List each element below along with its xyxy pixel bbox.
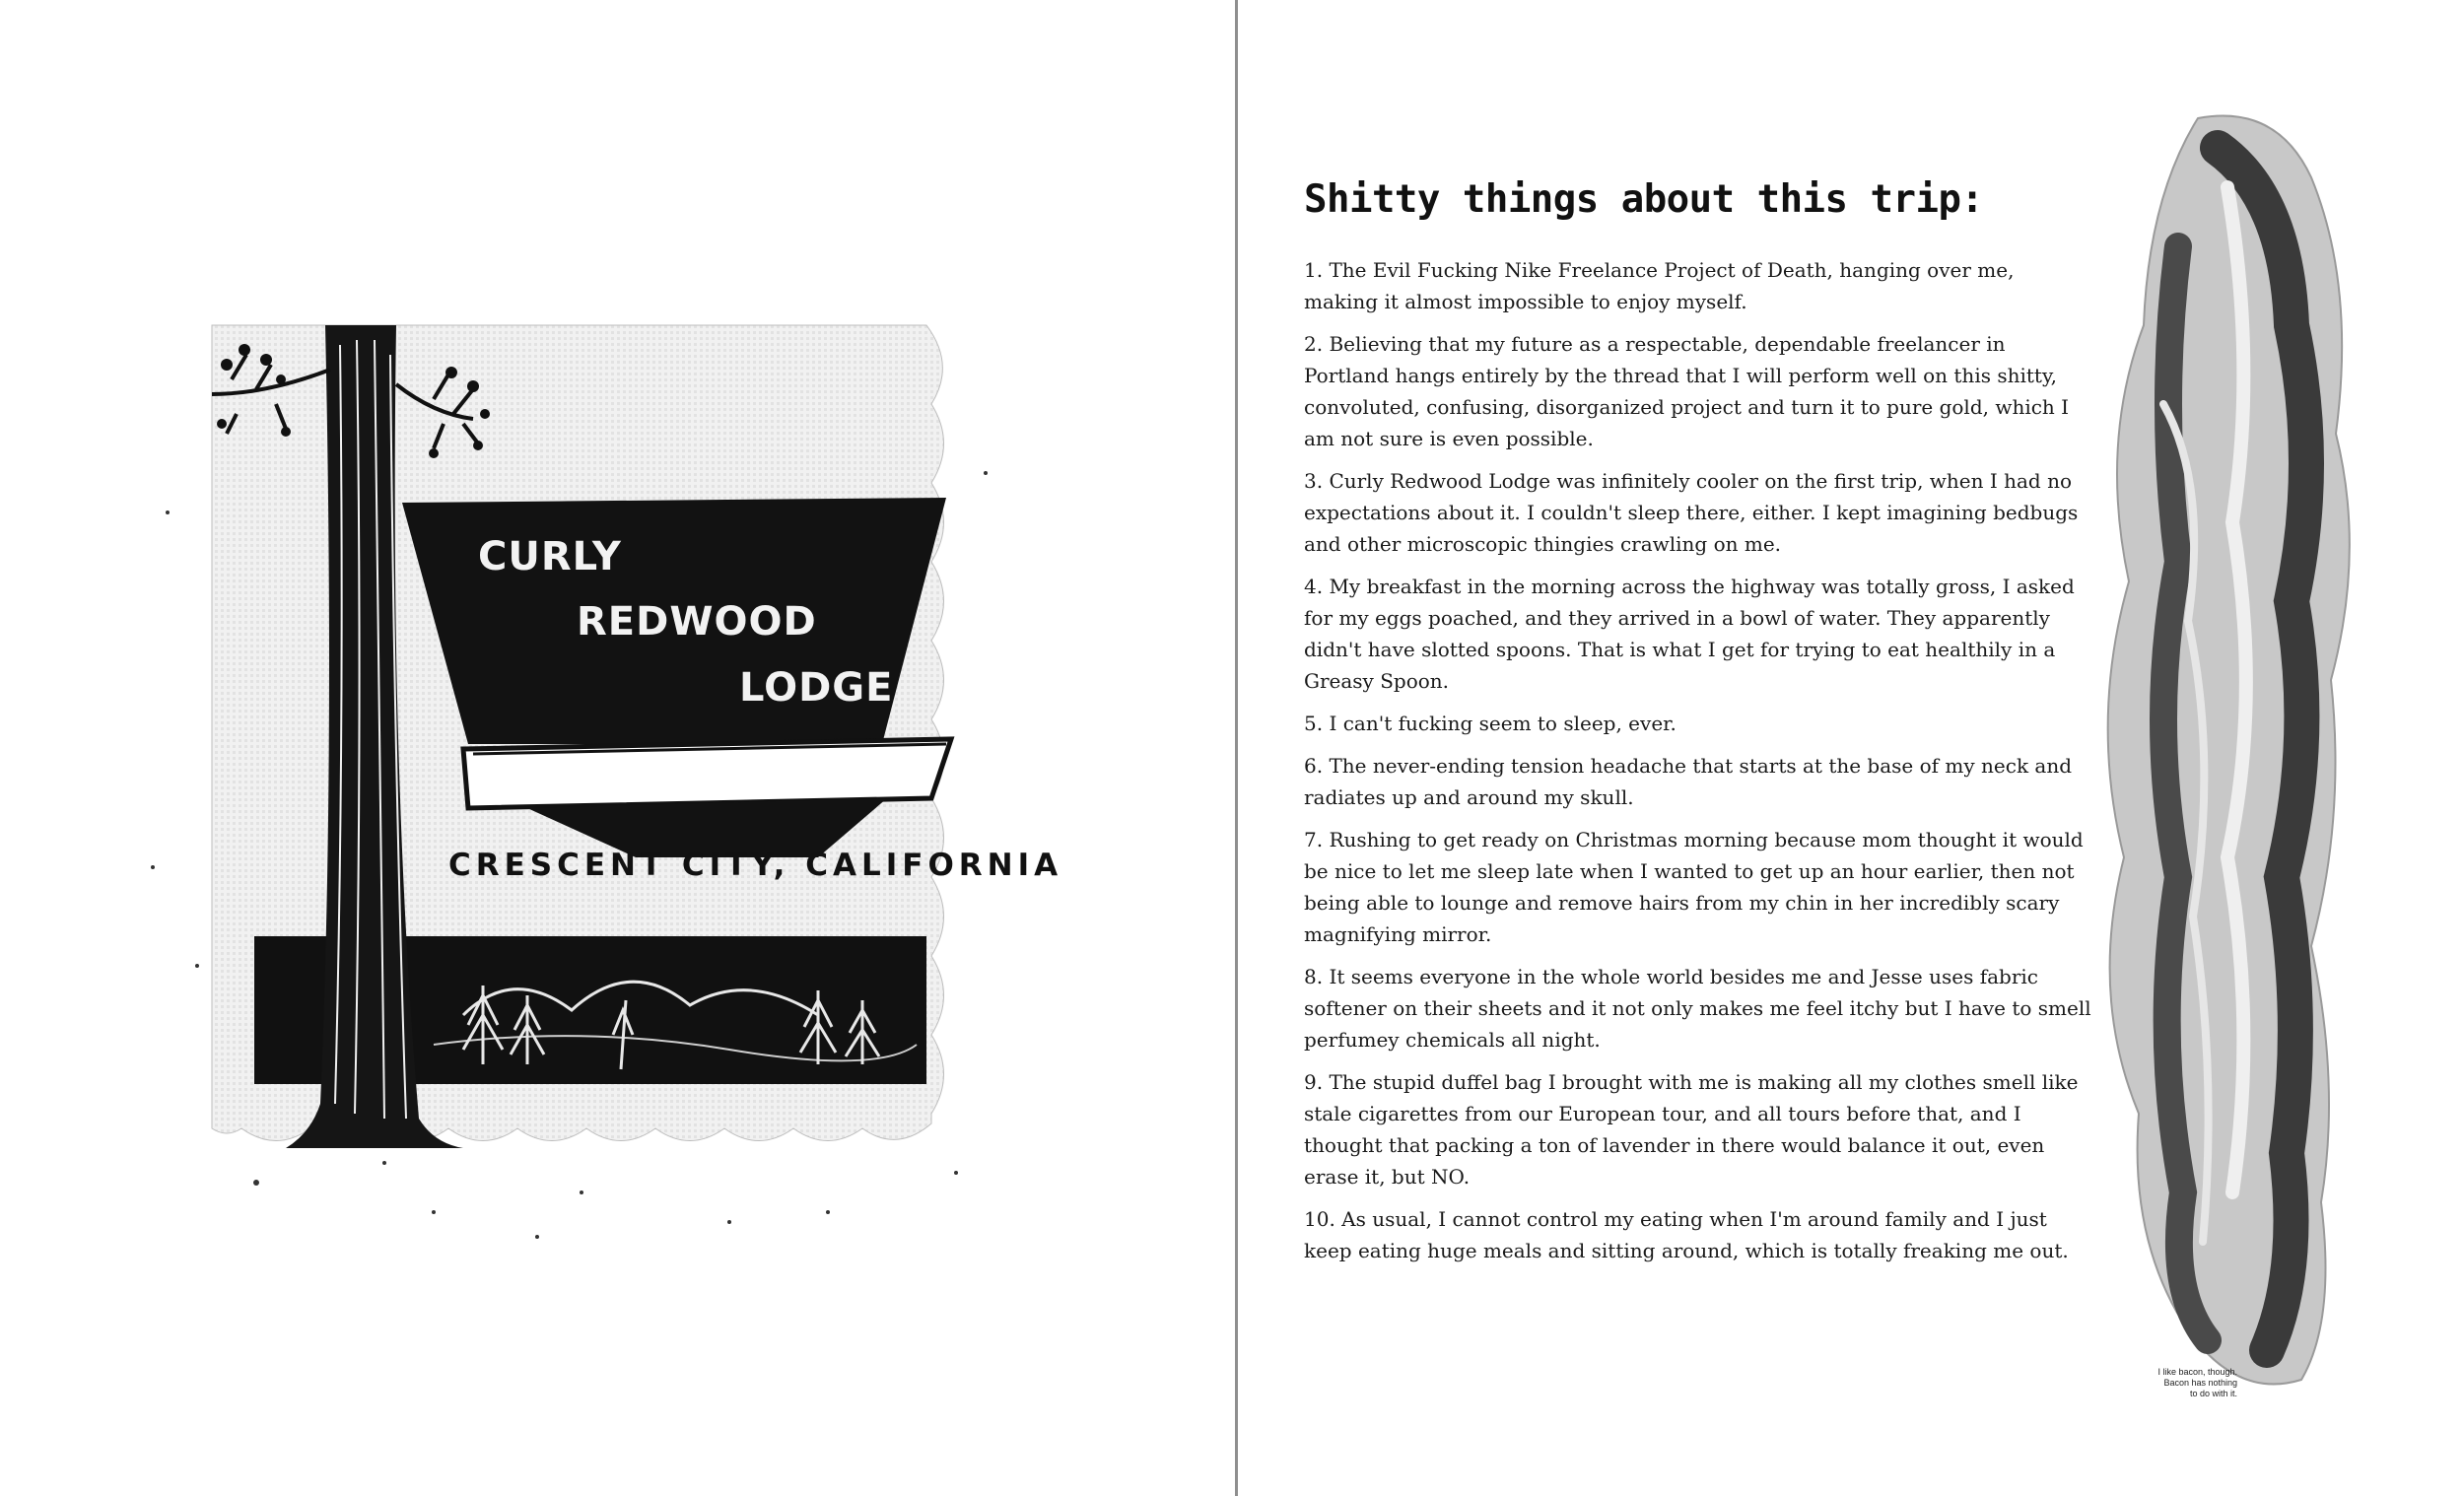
list-item: 5. I can't fucking seem to sleep, ever. — [1304, 712, 1677, 735]
napkin-illustration — [138, 177, 1074, 1301]
list-item: 2. Believing that my future as a respectable, dependable freelancer in Portland hangs entirely by the thread that I will perform well on this shitty, convoluted, confusing, disorganized project and turn it to pure gold, which I am not sure is even possible. — [1304, 332, 2070, 450]
bacon-strip-illustration — [2070, 108, 2365, 1390]
caption-line: to do with it. — [2189, 1389, 2237, 1398]
curly-redwood-lodge-napkin — [138, 177, 1074, 1301]
bacon-caption — [2109, 1367, 2237, 1399]
list-item: 4. My breakfast in the morning across the highway was totally gross, I asked for my eggs poached, and they arrived in a bowl of water. They apparently didn't have slotted spoons. That is what I get for trying to eat healthily in a Greasy Spoon. — [1304, 575, 2075, 693]
napkin-title-line-1: CURLY — [478, 534, 622, 579]
page-heading: Shitty things about this trip: — [1304, 177, 1984, 222]
caption-line: Bacon has nothing — [2163, 1378, 2237, 1388]
napkin-title-line-3: LODGE — [739, 665, 894, 711]
list-item: 9. The stupid duffel bag I brought with me is making all my clothes smell like stale cigarettes from our European tour, and all tours before that, and I thought that packing a ton of lavender in there would balance it out, even erase it, but NO. — [1304, 1070, 2079, 1189]
napkin-title-line-2: REDWOOD — [577, 599, 817, 645]
list-item: 7. Rushing to get ready on Christmas morning because mom thought it would be nice to let me sleep late when I wanted to get up an hour earlier, then not being able to lounge and remove hairs from my chin in her incredibly scary magnifying mirror. — [1304, 828, 2084, 946]
list-item: 6. The never-ending tension headache that starts at the base of my neck and radiates up and around my skull. — [1304, 754, 2073, 809]
list-item: 1. The Evil Fucking Nike Freelance Project of Death, hanging over me, making it almost impossible to enjoy myself. — [1304, 258, 2015, 313]
list-item: 3. Curly Redwood Lodge was infinitely cooler on the first trip, when I had no expectations about it. I couldn't sleep there, either. I kept imagining bedbugs and other microscopic thingies crawling on me. — [1304, 469, 2079, 556]
list-item: 8. It seems everyone in the whole world besides me and Jesse uses fabric softener on their sheets and it not only makes me feel itchy but I have to smell perfumey chemicals all night. — [1304, 965, 2091, 1052]
list-item: 10. As usual, I cannot control my eating when I'm around family and I just keep eating huge meals and sitting around, which is totally freaking me out. — [1304, 1207, 2069, 1262]
complaints-list — [1304, 254, 2092, 1277]
napkin-location: CRESCENT CITY, CALIFORNIA — [448, 848, 1063, 883]
caption-line: I like bacon, though. — [2157, 1367, 2237, 1377]
